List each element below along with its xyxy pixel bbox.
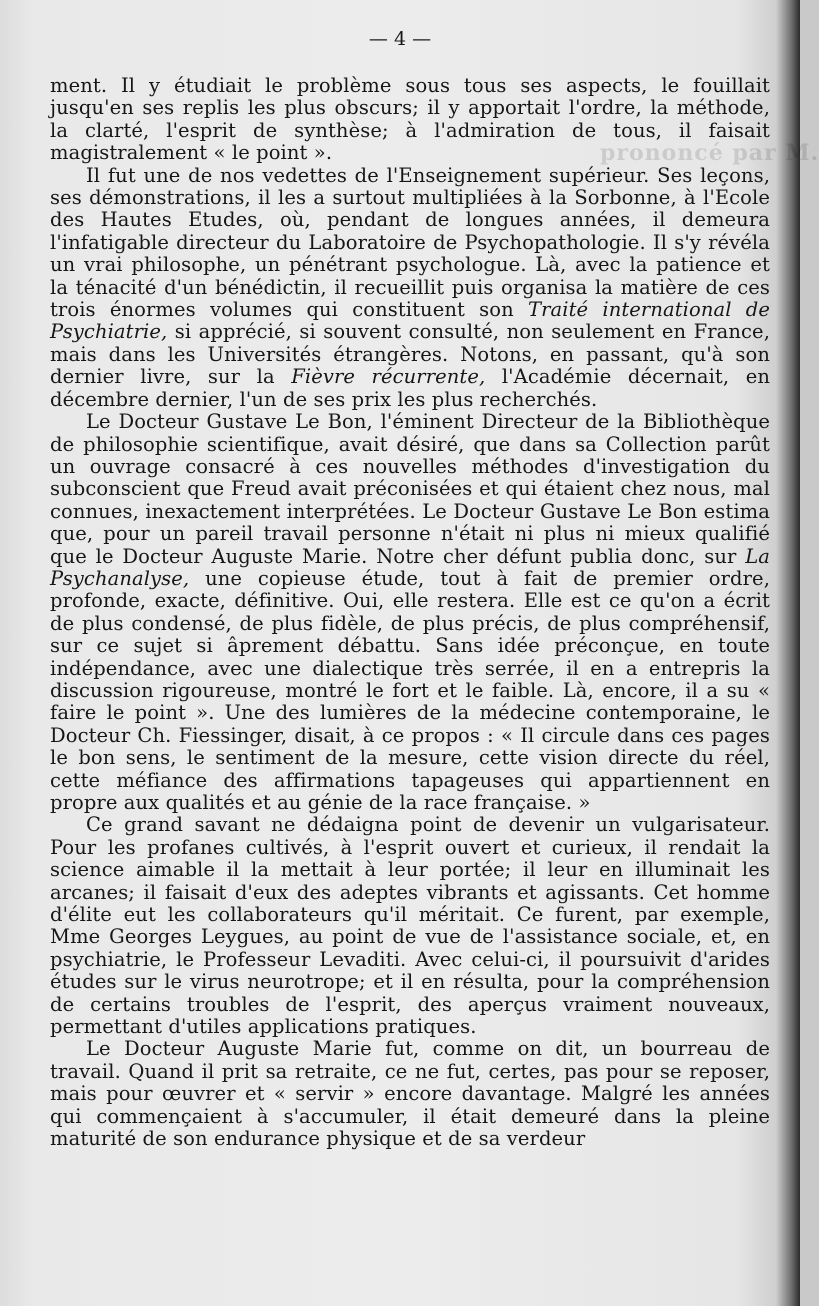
paragraph [50, 165, 770, 411]
italic-title: Traité international de Psychiatrie, [50, 298, 770, 344]
text-run: si apprécié, si souvent consulté, non seulement en France, mais dans les Universités étrangères. Notons, en passant, qu'à son dernier livre, sur la [50, 320, 770, 389]
bleed-through-text: prononcé par M. [600, 140, 819, 166]
text-run: Il fut une de nos vedettes de l'Enseignement supérieur. Ses leçons, ses démonstrations, il les a surtout multipliées à la Sorbonne, à l'Ecole des Hautes Etudes, où, pendant de longues années, il demeura l'infatigable directeur du Laboratoire de Psychopathologie. Il s'y révéla un vrai philosophe, un pénétrant psychologue. Là, avec la patience et la ténacité d'un bénédictin, il recueillit puis organisa la matière de ces trois énormes volumes qui constituent son [50, 163, 770, 322]
italic-title: La Psychanalyse, [50, 544, 770, 590]
paragraph [50, 814, 770, 1038]
text-run: ment. Il y étudiait le problème sous tous ses aspects, le fouillait jusqu'en ses replis les plus obscurs; il y apportait l'ordre, la méthode, la clarté, l'esprit de synthèse; à l'admiration de tous, il faisait magistralement « le point ». [50, 74, 770, 165]
paragraph [50, 411, 770, 814]
text-run: Le Docteur Gustave Le Bon, l'éminent Directeur de la Bibliothèque de philosophie scientifique, avait désiré, que dans sa Collection parût un ouvrage consacré à ces nouvelles méthodes d'investigation du subconscient que Freud avait préconisées et qui étaient chez nous, mal connues, inexactement interprétées. Le Docteur Gustave Le Bon estima que, pour un pareil travail personne n'était ni plus ni mieux qualifié que le Docteur Auguste Marie. Notre cher défunt publia donc, sur [50, 410, 770, 568]
body-text [50, 74, 819, 1151]
page-number: — 4 — [368, 28, 432, 50]
paragraph [50, 75, 770, 165]
text-run: Le Docteur Auguste Marie fut, comme on dit, un bourreau de travail. Quand il prit sa retraite, ce ne fut, certes, pas pour se reposer, mais pour œuvrer et « servir » encore davantage. Malgré les années qui commençaient à s'accumuler, il était demeuré dans la pleine maturité de son endurance physique et de sa verdeur [50, 1037, 770, 1151]
text-run: l'Académie décernait, en décembre dernier, l'un de ses prix les plus recherchés. [50, 365, 770, 411]
text-run: une copieuse étude, tout à fait de premier ordre, profonde, exacte, définitive. Oui, elle restera. Elle est ce qu'on a écrit de plus condensé, de plus fidèle, de plus précis, de plus compréhensif, sur ce sujet si âprement débattu. Sans idée préconçue, en toute indépendance, avec une dialectique très serrée, il en a entrepris la discussion rigoureuse, montré le fort et le faible. Là, encore, il a su « faire le point ». Une des lumières de la médecine contemporaine, le Docteur Ch. Fiessinger, disait, à ce propos : « Il circule dans ces pages le bon sens, le sentiment de la mesure, cette vision directe du réel, cette méfiance des affirmations tapageuses qui appartiennent en propre aux qualités et au génie de la race française. » [50, 566, 770, 814]
text-run: Ce grand savant ne dédaigna point de devenir un vulgarisateur. Pour les profanes cultivés, à l'esprit ouvert et curieux, il rendait la science aimable il la mettait à leur portée; il leur en illuminait les arcanes; il faisait d'eux des adeptes vibrants et agissants. Cet homme d'élite eut les collaborateurs qu'il méritait. Ce furent, par exemple, Mme Georges Leygues, au point de vue de l'assistance sociale, et, en psychiatrie, le Professeur Levaditi. Avec celui-ci, il poursuivit d'arides études sur le virus neurotrope; et il en résulta, pour la compréhension de certains troubles de l'esprit, des aperçus vraiment nouveaux, permettant d'utiles applications pratiques. [50, 813, 770, 1039]
paragraph [50, 1038, 770, 1150]
italic-title: Fièvre récurrente, [291, 365, 486, 389]
